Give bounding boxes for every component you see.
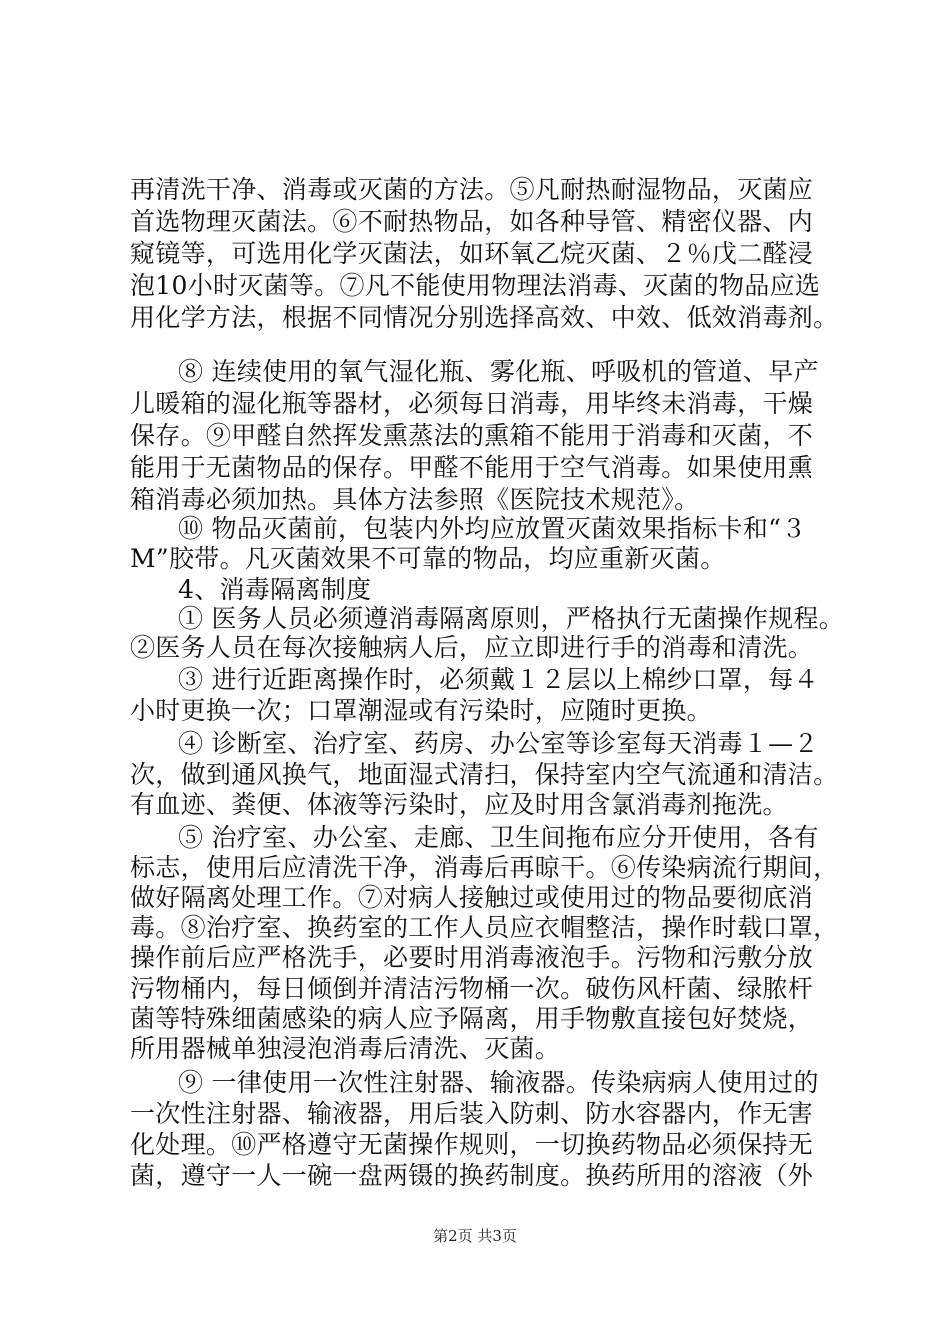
text-line: 保存。⑨甲醛自然挥发熏蒸法的熏箱不能用于消毒和灭菌，不: [130, 421, 814, 450]
text-line: 一次性注射器、输液器，用后装入防刺、防水容器内，作无害: [130, 1099, 814, 1128]
text-line: ① 医务人员必须遵消毒隔离原则，严格执行无菌操作规程。: [178, 604, 845, 633]
text-line: ④ 诊断室、治疗室、药房、办公室等诊室每天消毒１—２: [178, 729, 819, 758]
text-line: 小时更换一次；口罩潮湿或有污染时，应随时更换。: [130, 696, 712, 725]
text-line: 化处理。⑩严格遵守无菌操作规则，一切换药物品必须保持无: [130, 1130, 814, 1159]
section-heading: 4、消毒隔离制度: [178, 575, 372, 604]
text-line: ⑨ 一律使用一次性注射器、输液器。传染病病人使用过的: [178, 1068, 819, 1097]
text-line: 菌，遵守一人一碗一盘两镊的换药制度。换药所用的溶液（外: [130, 1161, 814, 1190]
text-line: M”胶带。凡灭菌效果不可靠的物品，均应重新灭菌。: [130, 544, 726, 573]
text-line: 泡10小时灭菌等。⑦凡不能使用物理法消毒、灭菌的物品应选: [130, 271, 821, 300]
text-line: 菌等特殊细菌感染的病人应予隔离，用手物敷直接包好焚烧，: [130, 1004, 814, 1033]
text-line: 儿暖箱的湿化瓶等器材，必须每日消毒，用毕终未消毒，干燥: [130, 389, 814, 418]
text-line: 窥镜等，可选用化学灭菌法，如环氧乙烷灭菌、２％戊二醛浸: [130, 239, 814, 268]
text-line: 能用于无菌物品的保存。甲醛不能用于空气消毒。如果使用熏: [130, 453, 814, 482]
text-line: ③ 进行近距离操作时，必须戴１２层以上棉纱口罩，每４: [178, 665, 819, 694]
text-line: 箱消毒必须加热。具体方法参照《医院技术规范》。: [130, 485, 700, 514]
text-line: 做好隔离处理工作。⑦对病人接触过或使用过的物品要彻底消: [130, 883, 814, 912]
text-line: 有血迹、粪便、体液等污染时，应及时用含氯消毒剂拖洗。: [130, 790, 788, 819]
text-line: 毒。⑧治疗室、换药室的工作人员应衣帽整洁，操作时载口罩，: [130, 913, 839, 942]
text-line: 再清洗干净、消毒或灭菌的方法。⑤凡耐热耐湿物品，灭菌应: [130, 175, 814, 204]
text-line: ⑤ 治疗室、办公室、走廊、卫生间拖布应分开使用，各有: [178, 823, 819, 852]
text-line: ⑧ 连续使用的氧气湿化瓶、雾化瓶、呼吸机的管道、早产: [178, 357, 819, 386]
text-line: 首选物理灭菌法。⑥不耐热物品，如各种导管、精密仪器、内: [130, 207, 814, 236]
text-line: 用化学方法，根据不同情况分别选择高效、中效、低效消毒剂。: [130, 303, 839, 332]
text-line: 污物桶内，每日倾倒并清洁污物桶一次。破伤风杆菌、绿脓杆: [130, 974, 814, 1003]
text-line: 操作前后应严格洗手，必要时用消毒液泡手。污物和污敷分放: [130, 943, 814, 972]
page-number-footer: 第2页 共3页: [433, 1227, 517, 1245]
text-line: ②医务人员在每次接触病人后，应立即进行手的消毒和清洗。: [130, 633, 814, 662]
text-line: ⑩ 物品灭菌前，包装内外均应放置灭菌效果指标卡和“３: [178, 514, 807, 543]
text-line: 标志，使用后应清洗干净，消毒后再晾干。⑥传染病流行期间，: [130, 853, 839, 882]
text-line: 所用器械单独浸泡消毒后清洗、灭菌。: [130, 1034, 561, 1063]
text-line: 次，做到通风换气，地面湿式清扫，保持室内空气流通和清洁。: [130, 760, 839, 789]
